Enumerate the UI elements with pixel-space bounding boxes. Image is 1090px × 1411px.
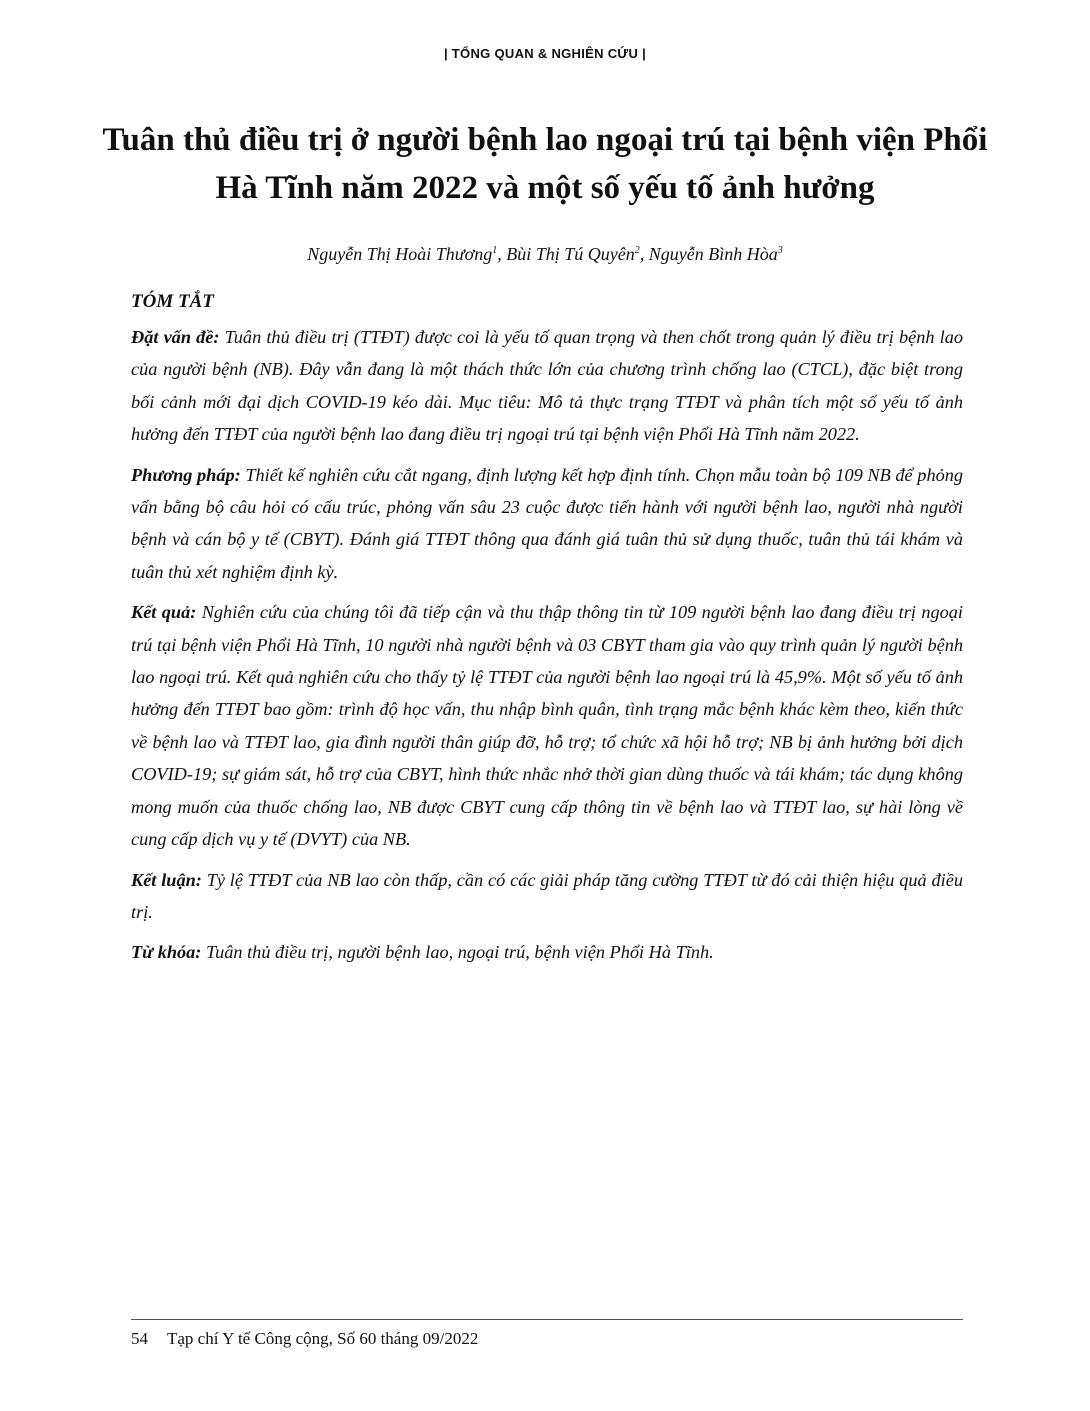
affiliation-mark: 1	[492, 245, 498, 256]
author-name: Nguyễn Bình Hòa	[648, 244, 778, 264]
author-name: Nguyễn Thị Hoài Thương	[307, 244, 493, 264]
methods-label: Phương pháp:	[131, 464, 241, 485]
article-title: Tuân thủ điều trị ở người bệnh lao ngoại trú tại bệnh viện Phổi Hà Tĩnh năm 2022 và một số yếu tố ảnh hưởng	[102, 122, 988, 206]
abstract-keywords	[131, 936, 963, 968]
abstract	[131, 287, 963, 977]
abstract-methods	[131, 459, 963, 589]
background-label: Đặt vấn đề:	[131, 327, 220, 347]
abstract-heading: TÓM TẮT	[131, 291, 214, 312]
author-separator: ,	[639, 244, 649, 264]
journal-citation: Tạp chí Y tế Công cộng, Số 60 tháng 09/2022	[167, 1329, 479, 1348]
author-separator: ,	[497, 244, 507, 264]
abstract-conclusion	[131, 864, 963, 929]
results-label: Kết quả:	[131, 602, 197, 623]
results-text: Nghiên cứu của chúng tôi đã tiếp cận và thu thập thông tin từ 109 người bệnh lao đang điều trị ngoại trú tại bệnh viện Phổi Hà Tĩnh, 10 người nhà người bệnh và 03 CBYT tham gia vào quy trình quản lý người bệnh lao ngoại trú. Kết quả nghiên cứu cho thấy tỷ lệ TTĐT của người bệnh lao ngoại trú là 45,9%. Một số yếu tố ảnh hưởng đến TTĐT bao gồm: trình độ học vấn, thu nhập bình quân, tình trạng mắc bệnh khác kèm theo, kiến thức về bệnh lao và TTĐT lao, gia đình người thân giúp đỡ, hỗ trợ; tổ chức xã hội hỗ trợ; NB bị ảnh hưởng bởi dịch COVID-19; sự giám sát, hỗ trợ của CBYT, hình thức nhắc nhở thời gian dùng thuốc và tái khám; tác dụng không mong muốn của thuốc chống lao, NB được CBYT cung cấp thông tin về bệnh lao và TTĐT lao, sự hài lòng về cung cấp dịch vụ y tế (DVYT) của NB.	[131, 602, 963, 850]
page-footer	[131, 1329, 478, 1349]
abstract-results	[131, 596, 963, 855]
page-number: 54	[131, 1329, 148, 1348]
abstract-background	[131, 321, 963, 451]
keywords-label: Từ khóa:	[131, 942, 202, 963]
affiliation-mark: 3	[777, 245, 783, 256]
footer-divider	[131, 1319, 963, 1320]
affiliation-mark: 2	[634, 245, 640, 256]
section-tag: | TỔNG QUAN & NGHIÊN CỨU |	[443, 46, 647, 61]
methods-text: Thiết kế nghiên cứu cắt ngang, định lượng kết hợp định tính. Chọn mẫu toàn bộ 109 NB để phỏng vấn bằng bộ câu hỏi có cấu trúc, phỏng vấn sâu 23 cuộc được tiến hành với người bệnh lao, người nhà người bệnh và cán bộ y tế (CBYT). Đánh giá TTĐT thông qua đánh giá tuân thủ sử dụng thuốc, tuân thủ tái khám và tuân thủ xét nghiệm định kỳ.	[131, 464, 964, 582]
keywords-text: Tuân thủ điều trị, người bệnh lao, ngoại trú, bệnh viện Phổi Hà Tĩnh.	[201, 942, 714, 963]
background-text: Tuân thủ điều trị (TTĐT) được coi là yếu tố quan trọng và then chốt trong quản lý điều trị bệnh lao của người bệnh (NB). Đây vẫn đang là một thách thức lớn của chương trình chống lao (CTCL), đặc biệt trong bối cảnh mới đại dịch COVID-19 kéo dài. Mục tiêu: Mô tả thực trạng TTĐT và phân tích một số yếu tố ảnh hưởng đến TTĐT của người bệnh lao đang điều trị ngoại trú tại bệnh viện Phổi Hà Tĩnh năm 2022.	[131, 327, 964, 445]
author-name: Bùi Thị Tú Quyên	[506, 244, 635, 264]
conclusion-label: Kết luận:	[131, 869, 202, 890]
author-list	[0, 244, 1090, 265]
conclusion-text: Tỷ lệ TTĐT của NB lao còn thấp, cần có các giải pháp tăng cường TTĐT từ đó cải thiện hiệu quả điều trị.	[131, 869, 963, 922]
